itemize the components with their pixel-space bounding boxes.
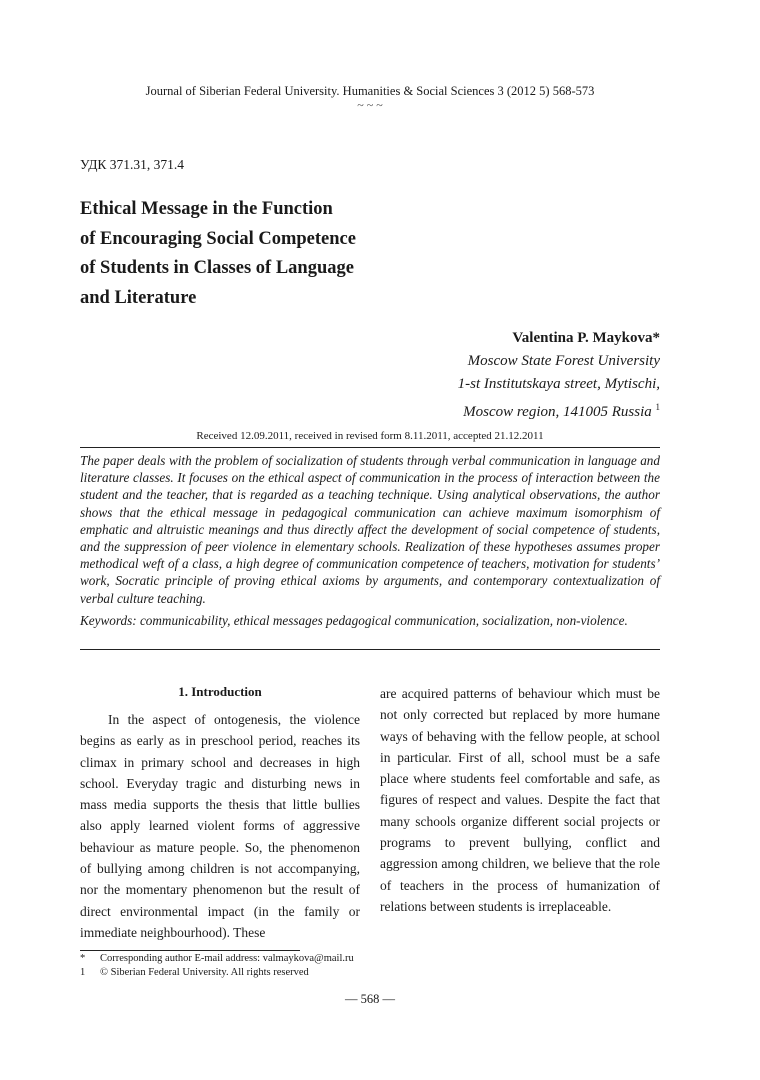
author-block <box>360 327 660 424</box>
abstract: The paper deals with the problem of socialization of students through verbal communication in language and literature classes. It focuses on the ethical aspect of communication in the process of interaction between the student and the teacher, that is regarded as a teaching technique. Using analytical observations, the author shows that the ethical message in pedagogical communication can achieve maximum isomorphism of emphatic and altruistic meanings and thus directly affect the development of social competence of students, and the suppression of peer violence in elementary schools. Realization of these hypotheses assumes proper methodical weft of a class, a high degree of communication competence of teachers, motivation for students’ work, Socratic principle of proving ethical axioms by arguments, and contemporary contextualization of verbal culture teaching. <box>80 453 660 606</box>
footnote-mark: * <box>80 953 86 964</box>
keywords: Keywords: communicability, ethical messages pedagogical communication, socialization, non-violence. <box>80 613 628 628</box>
body-paragraph: In the aspect of ontogenesis, the violence begins as early as in preschool period, reaches its climax in primary school and decreases in high school. Everyday tragic and disturbing news in mass media supports the thesis that little bullies also apply learned violent forms of aggressive behaviour as mature people. So, the phenomenon of bullying among children is not accompanying, nor the momentary phenomenon but the result of direct environmental impact (in the family or immediate neighbourhood). These <box>80 712 360 940</box>
affiliation-text: Moscow region, 141005 Russia <box>463 404 652 420</box>
journal-header: Journal of Siberian Federal University. Humanities & Social Sciences 3 (2012 5) 568-573 <box>145 84 595 98</box>
affiliation-line <box>360 396 660 424</box>
left-column <box>80 683 360 943</box>
footnote-text: © Siberian Federal University. All rights reserved <box>100 967 309 978</box>
abstract-bottom-rule <box>80 649 660 650</box>
title-line: of Students in Classes of Language <box>80 258 354 278</box>
footnote-mark: 1 <box>80 967 86 978</box>
footnote-rule <box>80 950 300 951</box>
udk-code: УДК 371.31, 371.4 <box>80 157 185 172</box>
affiliation-line: Moscow State Forest University <box>467 353 660 369</box>
body-paragraph: are acquired patterns of behaviour which must be not only corrected but replaced by more humane ways of behaving with the fellow people, at school in particular. First of all, school must be a safe place where students feel comfortable and safe, as figures of respect and values. Despite the fact that many schools organize different social projects or programs to prevent bullying, conflict and aggression among children, we believe that the role of teachers in the process of humanization of relations between students is irreplaceable. <box>380 686 660 914</box>
footnotes <box>80 952 580 980</box>
affiliation-footnote-mark: 1 <box>655 402 660 412</box>
page-number: — 568 — <box>345 992 395 1006</box>
footnote <box>80 966 580 980</box>
header-ornament: ~ ~ ~ <box>357 98 383 112</box>
abstract-top-rule <box>80 447 660 448</box>
section-heading: 1. Introduction <box>178 684 262 699</box>
footnote <box>80 952 580 966</box>
right-column <box>380 683 660 917</box>
received-dates: Received 12.09.2011, received in revised form 8.11.2011, accepted 21.12.2011 <box>196 430 544 442</box>
footnote-text: Corresponding author E-mail address: valmaykova@mail.ru <box>100 953 354 964</box>
title-line: Ethical Message in the Function <box>80 199 333 219</box>
title-line: of Encouraging Social Competence <box>80 228 356 249</box>
title-line: and Literature <box>80 287 197 308</box>
author-name: Valentina P. Maykova* <box>512 330 660 346</box>
article-title <box>80 195 400 313</box>
affiliation-line: 1-st Institutskaya street, Mytischi, <box>457 376 660 392</box>
